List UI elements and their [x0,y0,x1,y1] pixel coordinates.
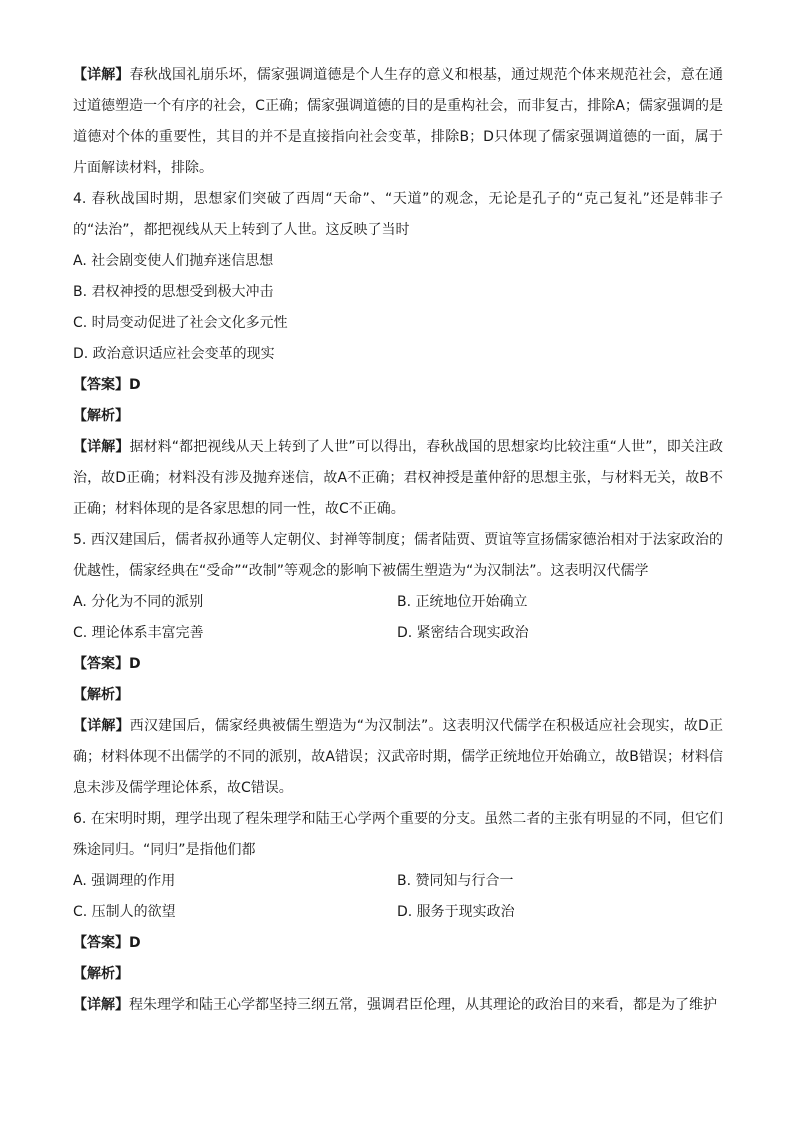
q5-analysis-heading: 【解析】 [73,687,129,703]
q4-answer: 【答案】D [73,377,141,393]
detail-tag: 【详解】 [73,67,130,83]
q5-explanation [73,711,723,804]
detail-text: 据材料“都把视线从天上转到了人世”可以得出，春秋战国的思想家均比较注重“人世”，即关注政治，故D正确；材料没有涉及抛弃迷信，故A不正确；君权神授是董仲舒的思想主张，与材料无关，故B不正确；材料体现的是各家思想的同一性，故C不正确。 [73,439,724,517]
q4-option-d: D. 政治意识适应社会变革的现实 [73,346,275,362]
q4-analysis-heading: 【解析】 [73,408,129,424]
detail-text: 春秋战国礼崩乐坏，儒家强调道德是个人生存的意义和根基，通过规范个体来规范社会，意在通过道德塑造一个有序的社会，C正确；儒家强调道德的目的是重构社会，而非复古，排除A；儒家强调的是道德对个体的重要性，其目的并不是直接指向社会变革，排除B；D只体现了儒家强调道德的一面，属于片面解读材料，排除。 [73,67,724,176]
q5-options-row-1 [73,587,723,618]
q6-option-b: B. 赞同知与行合一 [397,873,514,889]
q6-option-d: D. 服务于现实政治 [397,904,515,920]
q6-option-c: C. 压制人的欲望 [73,904,176,920]
document-page [73,60,723,1021]
question-5-stem: 5. 西汉建国后，儒者叔孙通等人定朝仪、封禅等制度；儒者陆贾、贾谊等宣扬儒家德治相对于法家政治的优越性，儒家经典在“受命”“改制”等观念的影响下被儒生塑造为“为汉制法”。这表明汉代儒学 [73,532,723,579]
detail-text: 程朱理学和陆王心学都坚持三纲五常，强调君臣伦理，从其理论的政治目的来看，都是为了维护 [129,997,717,1013]
q4-option-a: A. 社会剧变使人们抛弃迷信思想 [73,253,274,269]
q6-answer: 【答案】D [73,935,141,951]
q6-option-a: A. 强调理的作用 [73,873,176,889]
q3-explanation [73,60,723,184]
q6-analysis-heading: 【解析】 [73,966,129,982]
q6-options-row-1 [73,866,723,897]
detail-tag: 【详解】 [73,718,130,734]
q6-options-row-2 [73,897,723,928]
q4-option-c: C. 时局变动促进了社会文化多元性 [73,315,288,331]
q5-option-b: B. 正统地位开始确立 [397,594,528,610]
question-4-stem: 4. 春秋战国时期，思想家们突破了西周“天命”、“天道”的观念，无论是孔子的“克己复礼”还是韩非子的“法治”，都把视线从天上转到了人世。这反映了当时 [73,191,723,238]
q5-option-c: C. 理论体系丰富完善 [73,625,204,641]
q5-option-d: D. 紧密结合现实政治 [397,625,529,641]
q6-explanation [73,990,723,1021]
q5-options-row-2 [73,618,723,649]
q5-answer: 【答案】D [73,656,141,672]
detail-tag: 【详解】 [73,997,129,1013]
detail-text: 西汉建国后，儒家经典被儒生塑造为“为汉制法”。这表明汉代儒学在积极适应社会现实，故D正确；材料体现不出儒学的不同的派别，故A错误；汉武帝时期，儒学正统地位开始确立，故B错误；材料信息未涉及儒学理论体系，故C错误。 [73,718,723,796]
q4-option-b: B. 君权神授的思想受到极大冲击 [73,284,274,300]
question-6-stem: 6. 在宋明时期，理学出现了程朱理学和陆王心学两个重要的分支。虽然二者的主张有明显的不同，但它们殊途同归。“同归”是指他们都 [73,811,723,858]
detail-tag: 【详解】 [73,439,130,455]
q4-explanation [73,432,723,525]
q5-option-a: A. 分化为不同的派别 [73,594,204,610]
